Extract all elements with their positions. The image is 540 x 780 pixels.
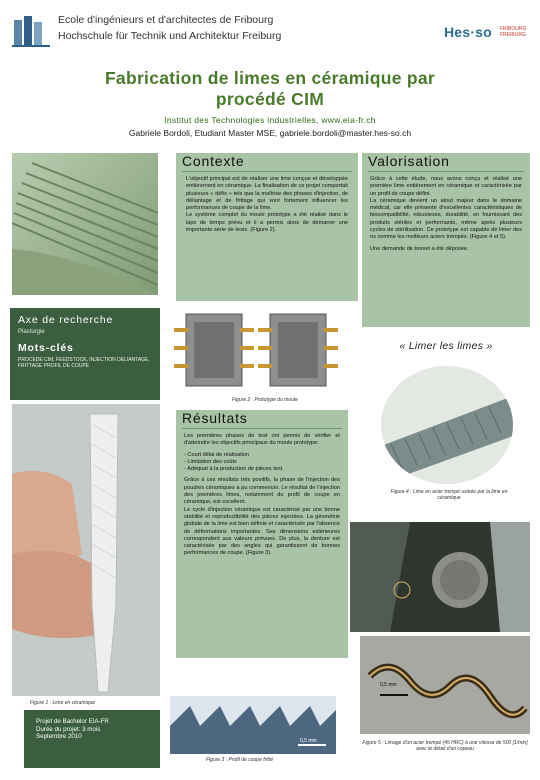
valorisation-paragraph-3: Une demande de brevet a été déposée.	[370, 245, 469, 252]
chip-microscope-photo	[360, 636, 530, 734]
resultats-intro: Les premières phases de test ont permis de vérifier et d'atteindre les objectifs principaux du moule prototype:	[184, 433, 340, 447]
research-axis-heading: Axe de recherche	[18, 314, 114, 326]
poster-title-line1: Fabrication de limes en céramique par	[104, 68, 436, 88]
project-duration: Durée du projet: 3 mois	[36, 725, 101, 733]
resultats-bullet-2: - Limitation des coûts	[184, 458, 237, 465]
mold-prototype-illustration	[172, 306, 340, 394]
hesso-logo-text: Hes·so	[444, 24, 492, 40]
contexte-rule	[182, 171, 352, 172]
school-name-fr: Ecole d'ingénieurs et d'architectes de Fribourg	[58, 14, 274, 26]
resultats-bullet-1: - Court délai de réalisation	[184, 451, 250, 458]
cutting-profile-photo	[170, 696, 336, 754]
figure-5-caption: Figure 5 : Limage d'un acier trempé (45 HRC) à une vitesse de 500 [1/min] avec le détail d'un copeau	[362, 740, 528, 752]
slogan-text: « Limer les limes »	[399, 340, 493, 352]
file-teeth-illustration	[12, 153, 158, 295]
figure-3-caption: Figure 3 : Profil de coupe fritté	[206, 757, 273, 763]
keywords-text: PROCEDE CIM, FEEDSTOCK, INJECTION DELIANTAGE, FRITTAGE PROFIL DE COUPE	[18, 357, 150, 369]
valorisation-paragraph-1: Grâce à cette étude, nous avons conçu et réalisé une première lime entièrement en céramique et caractérisée par un profil de coupe défini.	[370, 176, 522, 197]
contexte-section	[176, 153, 358, 301]
poster-title-line2: procédé CIM	[215, 89, 325, 109]
research-axis-box	[10, 308, 160, 400]
valorisation-paragraph-2: La céramique devient un atout majeur dans le domaine médical, car elle présente d'excellentes caractéristiques de biocompatibilité, robustesse, durabilité, en fournissant des produits stériles et performants, même après plusieurs cycles de stérilisation. Ce prototype est capable de limer des os comme les meilleurs aciers trempés. (Figure 4 et 5).	[370, 197, 522, 241]
hesso-logo	[444, 20, 530, 56]
keywords-heading: Mots-clés	[18, 342, 74, 354]
chip-scale-label: 0,5 mm	[380, 682, 397, 688]
valorisation-rule	[368, 171, 524, 172]
steel-file-photo	[381, 366, 513, 484]
valorisation-section	[362, 153, 530, 327]
eia-crest-icon	[12, 12, 50, 50]
resultats-section	[176, 410, 348, 658]
project-info-box	[24, 710, 160, 768]
authors-line: Gabriele Bordoli, Etudiant Master MSE, gabriele.bordoli@master.hes-so.ch	[128, 128, 412, 138]
filing-setup-illustration	[350, 522, 530, 632]
resultats-bullet-3: - Adéquat à la production de pièces test	[184, 466, 283, 473]
file-teeth-photo	[12, 153, 158, 295]
institute-line: Institut des Technologies industrielles, www.eia-fr.ch	[164, 115, 376, 125]
research-axis-value: Plasturgie	[18, 329, 45, 335]
eia-logo	[12, 12, 282, 52]
resultats-heading: Résultats	[182, 410, 248, 426]
contexte-heading: Contexte	[182, 153, 245, 169]
project-date: Septembre 2010	[36, 733, 82, 741]
project-type: Projet de Bachelor EIA-FR	[36, 718, 109, 725]
resultats-bullets	[184, 452, 340, 474]
steel-file-illustration	[381, 366, 513, 484]
school-name-de: Hochschule für Technik und Architektur Freiburg	[58, 30, 282, 42]
figure-1-caption: Figure 1 : Lime en céramique	[30, 700, 96, 706]
profile-scale-label: 0,5 mm	[300, 738, 317, 744]
figure-2-caption: Figure 2 : Prototype du moule	[232, 397, 298, 403]
ceramic-file-hand-illustration	[12, 404, 160, 696]
resultats-rule	[182, 428, 342, 429]
contexte-paragraph-2: Le système complet du moule prototype a été réalisé dans le laps de temps prévu et il a permis alors de démarrer une importante série de tests. (Figure 2).	[186, 212, 348, 234]
cutting-profile-illustration	[170, 696, 336, 754]
contexte-paragraph-1: L'objectif principal est de réaliser une lime conçue et développée entièrement en céramique. La finalisation de ce projet comportait plusieurs « défis » tels que la maîtrise des phases d'injection, de déliantage et de frittage qui vont fortement influencer les performances de coupe de la lime.	[186, 176, 348, 212]
valorisation-heading: Valorisation	[368, 153, 450, 169]
ceramic-file-hand-photo	[12, 404, 160, 696]
hesso-logo-small: FRIBOURG FREIBURG	[500, 26, 527, 38]
resultats-paragraph-3: Le cycle d'injection céramique est caractérisé par une bonne stabilité et reproductibilité des pièces injectées. La géométrie globale de la lime est bien définie et caractérisée par l'absence de déformations importantes. Ses dimensions extérieures correspondent aux valeurs prévues. De plus, la denture est caractérisée par des angles qui garantissent de bonnes performances de coupe. (Figure 3).	[184, 506, 340, 557]
resultats-paragraph-2: Grâce à ces résultats très positifs, la phase de l'injection des poudres céramiques a pu commencer. Le résultat de l'injection des premières limes, notamment du profil de coupe en céramique, est excellent.	[184, 477, 340, 506]
figure-4-caption: Figure 4 : Lime en acier trempé usinée par la lime en céramique	[390, 489, 508, 501]
mold-prototype-photo	[172, 306, 340, 394]
filing-setup-photo	[350, 522, 530, 632]
